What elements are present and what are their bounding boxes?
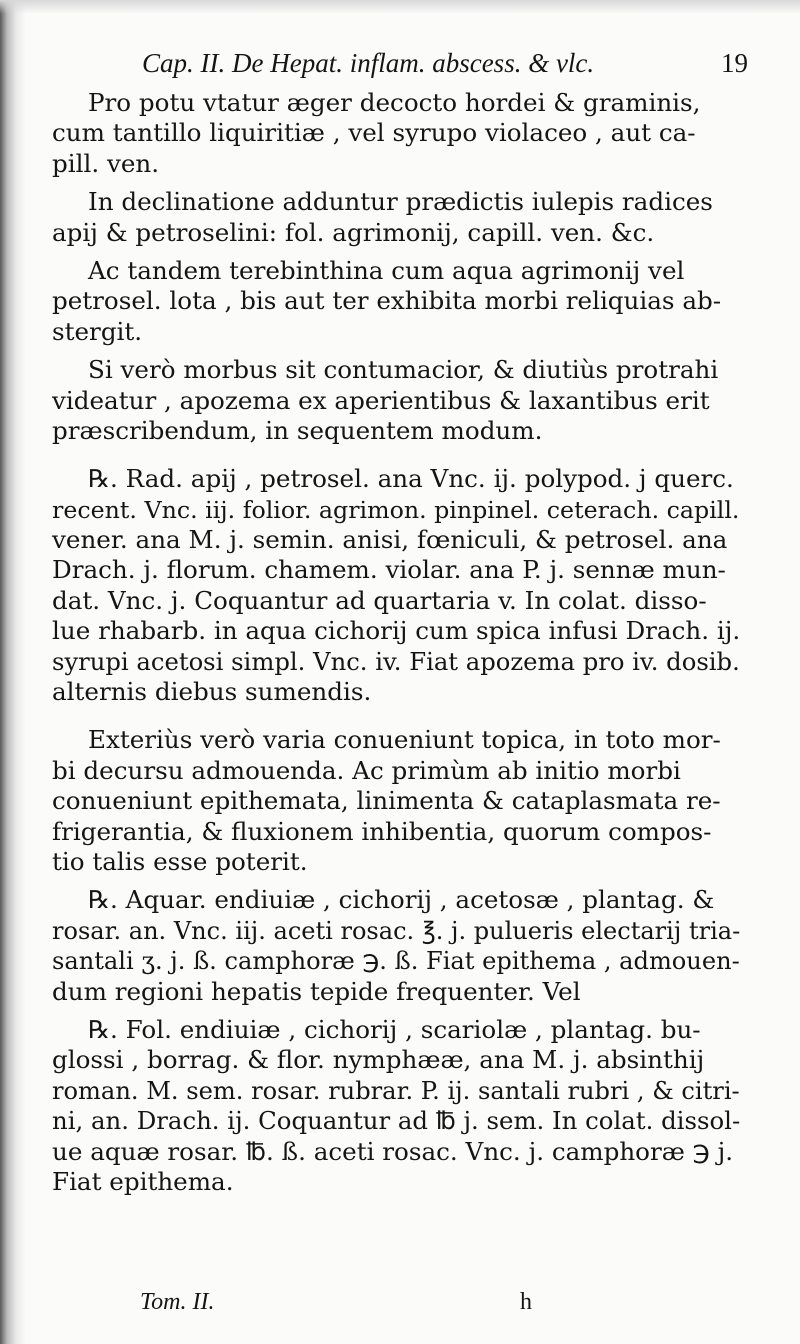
paragraph <box>52 187 740 248</box>
text-line: ℞. Fol. endiuiæ , cichorij , scariolæ , plantag. bu- <box>88 1014 701 1044</box>
text-line: bi decursu admouenda. Ac primùm ab initio morbi <box>52 755 681 785</box>
header-title: Cap. II. De Hepat. inflam. abscess. & vlc. <box>142 48 595 78</box>
running-header <box>142 44 748 82</box>
text-line: videatur , apozema ex aperientibus & laxantibus erit <box>52 385 710 415</box>
page-top-shadow <box>0 0 800 14</box>
signature-line <box>140 1282 700 1322</box>
text-line: ni, an. Drach. ij. Coquantur ad ℔ j. sem. In colat. dissol- <box>52 1106 741 1136</box>
text-line: ℞. Aquar. endiuiæ , cichorij , acetosæ , plantag. & <box>88 885 715 915</box>
text-line: santali ʒ. j. ß. camphoræ ℈. ß. Fiat epithema , admouen- <box>52 947 740 976</box>
text-line: Si verò morbus sit contumacior, & diutiùs protrahi <box>88 355 719 385</box>
recipe-paragraph <box>52 464 740 707</box>
gathering-signature: h <box>520 1289 532 1315</box>
text-line: dum regioni hepatis tepide frequenter. Vel <box>52 976 581 1006</box>
text-line: præscribendum, in sequentem modum. <box>52 415 543 445</box>
text-line: roman. M. sem. rosar. rubrar. P. ij. santali rubri , & citri- <box>52 1076 740 1105</box>
recipe-paragraph <box>52 885 740 1007</box>
text-line: Fiat epithema. <box>52 1166 234 1196</box>
text-line: Exteriùs verò varia conueniunt topica, in toto mor- <box>88 725 721 755</box>
volume-signature: Tom. II. <box>140 1289 215 1315</box>
text-line: alternis diebus sumendis. <box>52 677 372 707</box>
body-text <box>52 80 740 1197</box>
text-line: glossi , borrag. & flor. nymphææ, ana M. j. absinthij <box>52 1045 705 1075</box>
text-line: Drach. j. florum. chamem. violar. ana P. j. sennæ mun- <box>52 555 726 585</box>
text-line: vener. ana M. j. semin. anisi, fœniculi, & petrosel. ana <box>52 525 728 555</box>
recipe-paragraph <box>52 1015 740 1197</box>
text-line: ue aquæ rosar. ℔. ß. aceti rosac. Vnc. j. camphoræ ℈ j. <box>52 1136 734 1166</box>
text-line: petrosel. lota , bis aut ter exhibita morbi reliquias ab- <box>52 286 722 316</box>
text-line: stergit. <box>52 316 143 346</box>
text-line: Pro potu vtatur æger decocto hordei & graminis, <box>88 88 701 117</box>
text-line: rosar. an. Vnc. iij. aceti rosac. ℥. j. pulueris electarij tria- <box>52 916 741 945</box>
text-line: lue rhabarb. in aqua cichorij cum spica infusi Drach. ij. <box>52 616 741 646</box>
text-line: frigerantia, & fluxionem inhibentia, quorum compos- <box>52 816 712 846</box>
paragraph <box>52 88 740 179</box>
paragraph <box>52 256 740 347</box>
text-line: Ac tandem terebinthina cum aqua agrimonij vel <box>88 255 685 285</box>
text-line: ℞. Rad. apij , petrosel. ana Vnc. ij. polypod. j querc. <box>88 464 734 494</box>
text-line: pill. ven. <box>52 148 160 178</box>
text-line: In declinatione adduntur prædictis iulepis radices <box>88 187 713 217</box>
text-line: dat. Vnc. j. Coquantur ad quartaria v. In colat. disso- <box>52 585 707 615</box>
page-number: 19 <box>721 48 748 78</box>
paragraph <box>52 725 740 877</box>
text-line: conueniunt epithemata, linimenta & cataplasmata re- <box>52 786 721 816</box>
text-line: apij & petroselini: fol. agrimonij, capill. ven. &c. <box>52 217 655 247</box>
page-binding-shadow <box>0 0 26 1344</box>
text-line: tio talis esse poterit. <box>52 846 308 876</box>
text-line: recent. Vnc. iij. folior. agrimon. pinpinel. ceterach. capill. <box>52 495 740 524</box>
paragraph <box>52 355 740 446</box>
text-line: syrupi acetosi simpl. Vnc. iv. Fiat apozema pro iv. dosib. <box>52 646 740 676</box>
text-line: cum tantillo liquiritiæ , vel syrupo violaceo , aut ca- <box>52 118 696 148</box>
